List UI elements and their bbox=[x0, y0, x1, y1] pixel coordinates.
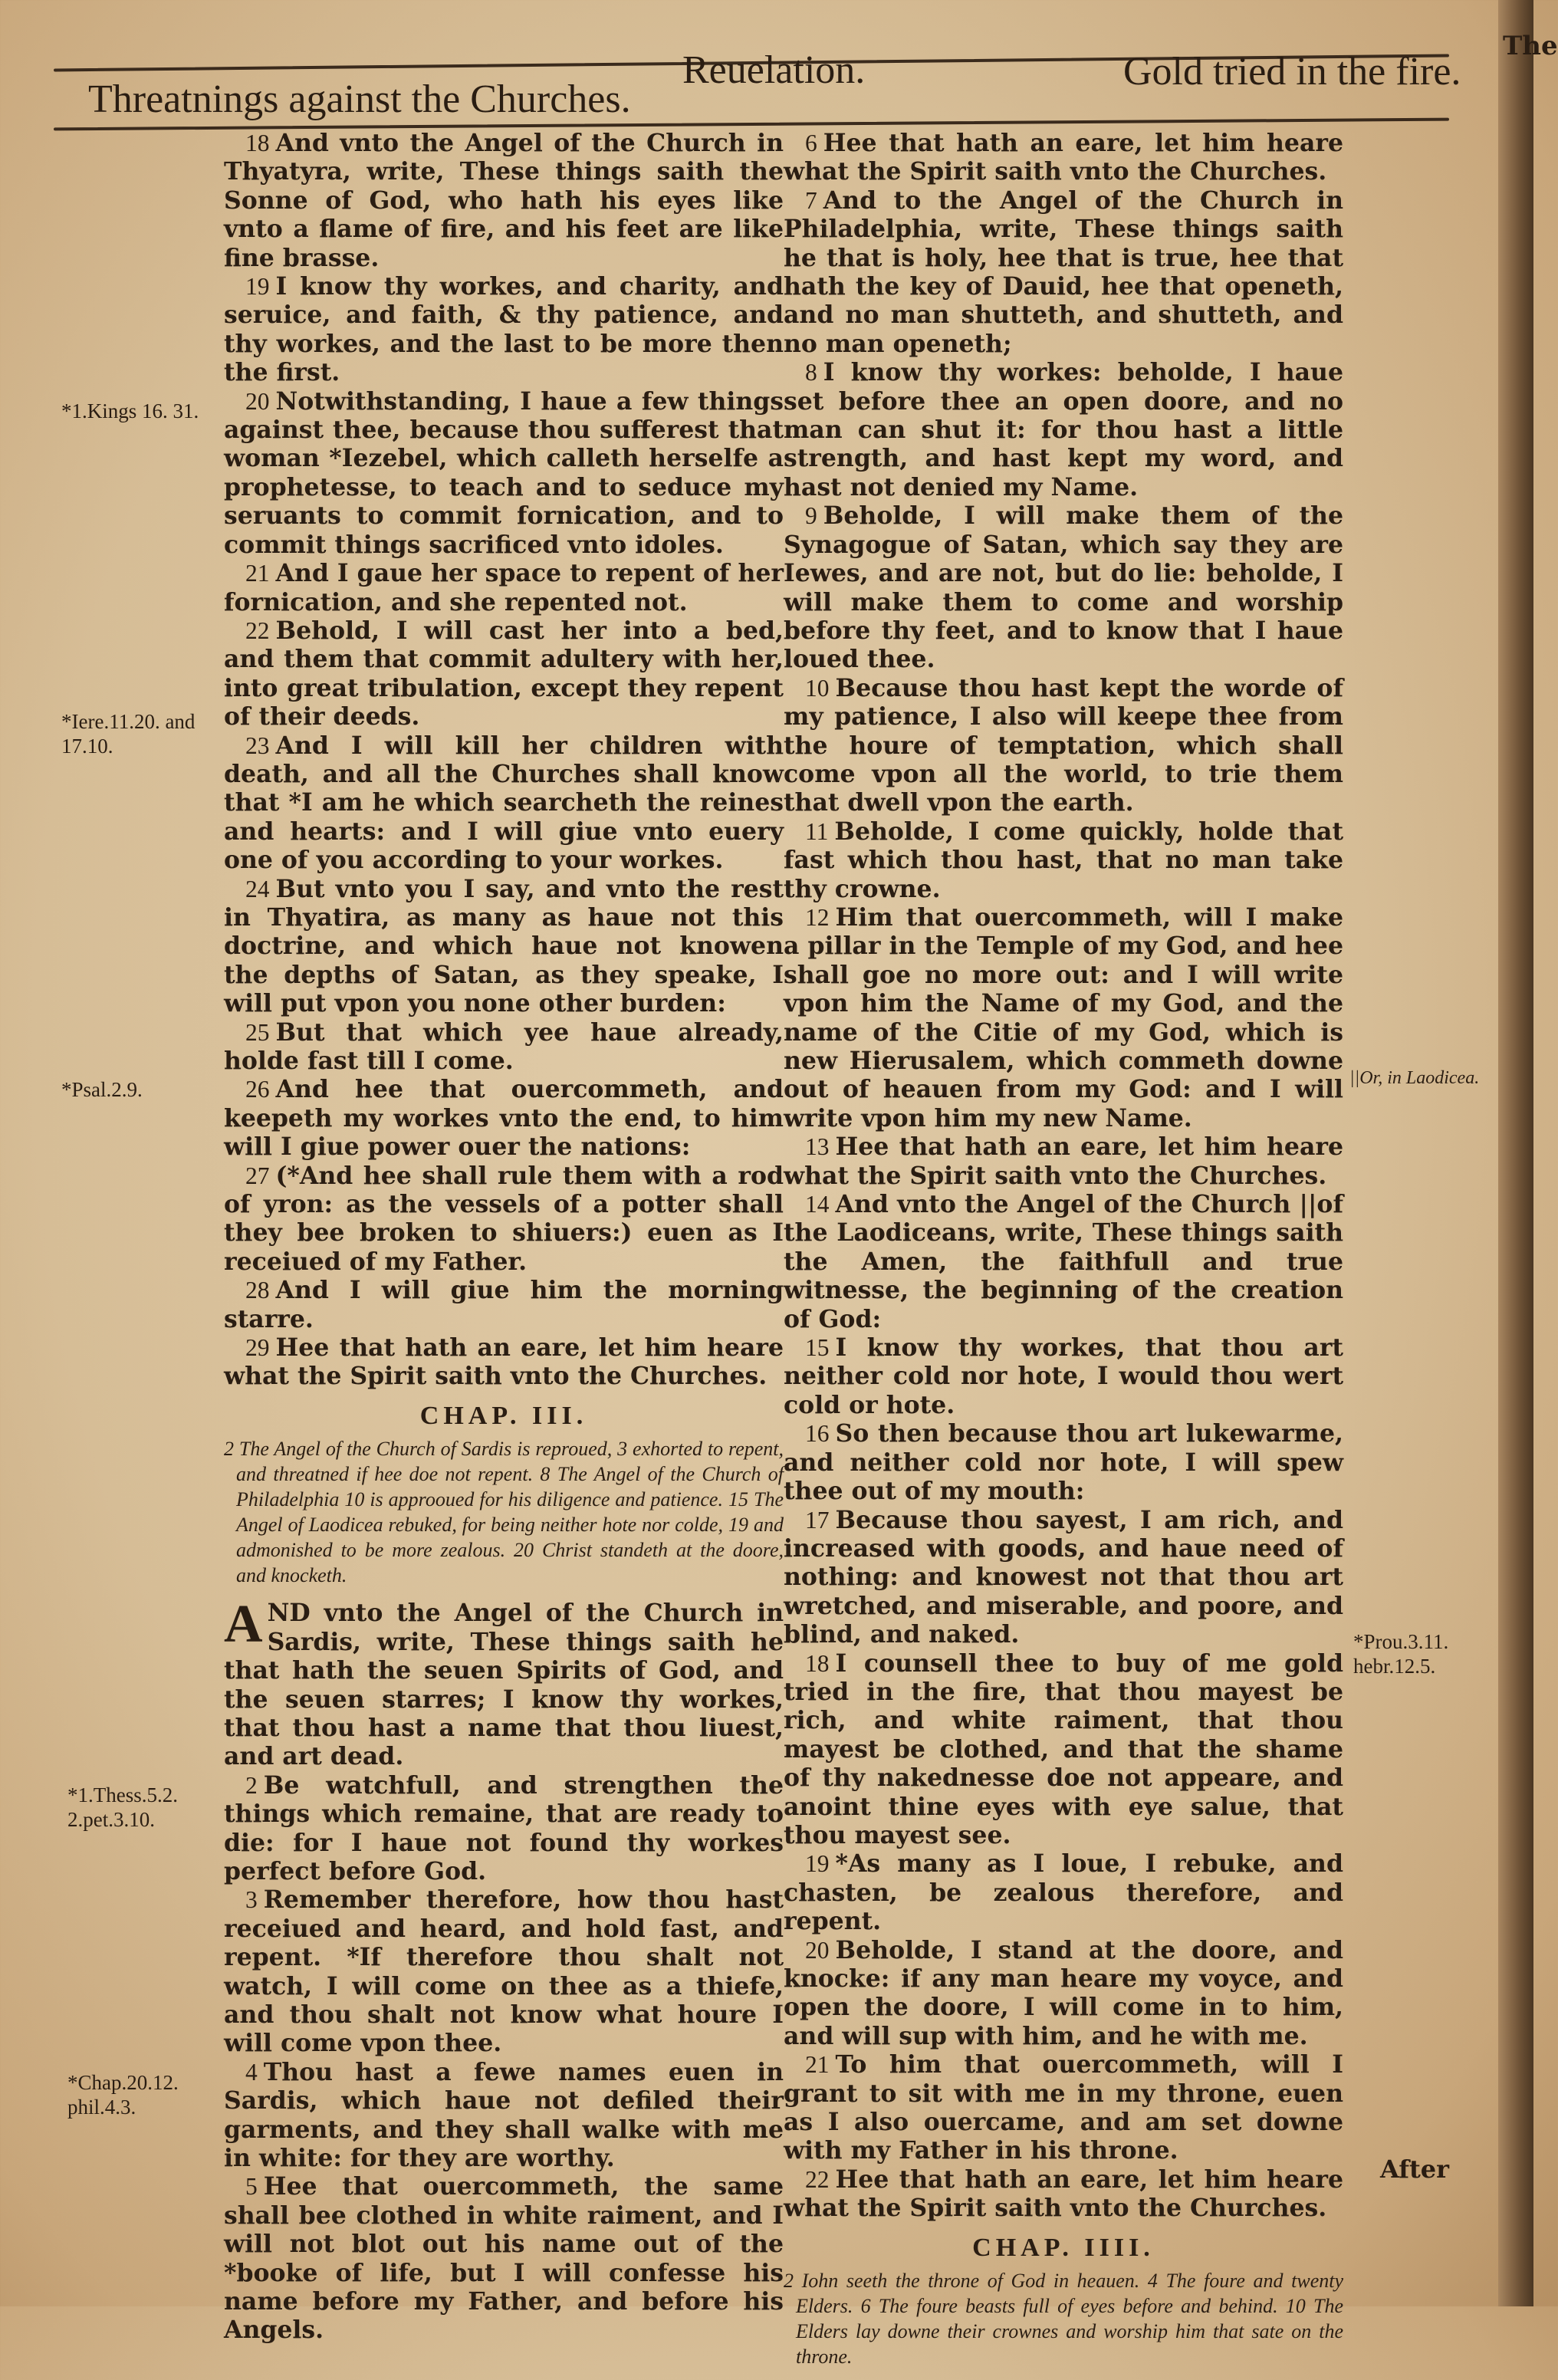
verse-number: 18 bbox=[805, 1649, 830, 1677]
chapter-heading: CHAP. III. bbox=[419, 1401, 588, 1430]
verse bbox=[224, 272, 784, 387]
verse-text: I know thy workes, and charity, and seruice, and faith, & thy patience, and thy workes, and the last to be more then the first. bbox=[224, 272, 784, 387]
verse bbox=[784, 1936, 1343, 2051]
verse-text: Because thou hast kept the worde of my patience, I also will keepe thee from the houre of temptation, which shall come vpon all the world, to trie them that dwell vpon the earth. bbox=[784, 673, 1343, 817]
verse bbox=[784, 674, 1343, 817]
running-head-left: Threatnings against the Churches. bbox=[88, 77, 631, 121]
verse-text: To him that ouercommeth, will I grant to sit with me in my throne, euen as I also ouercame, and am set downe with my Father in his throne. bbox=[784, 2050, 1343, 2165]
verse-number: 11 bbox=[805, 817, 829, 845]
verse-number: 21 bbox=[245, 560, 270, 587]
verse-number: 20 bbox=[805, 1936, 830, 1964]
verse-text: And hee that ouercommeth, and keepeth my workes vnto the end, to him will I giue power ouer the nations: bbox=[224, 1075, 784, 1162]
verse bbox=[784, 903, 1343, 1132]
verse bbox=[224, 1276, 784, 1333]
verse bbox=[784, 129, 1343, 186]
verse-number: 27 bbox=[245, 1162, 270, 1189]
verse-text: Hee that hath an eare, let him heare what the Spirit saith vnto the Churches. bbox=[224, 1333, 784, 1391]
verse-number: 29 bbox=[245, 1334, 270, 1362]
margin-note-kings: *1.Kings 16. 31. bbox=[61, 399, 199, 422]
verse-text: ND vnto the Angel of the Church in Sardis, write, These things saith he that hath the seuen Spirits of God, and the seuen starres; I know thy workes, that thou hast a name that thou liuest, and art dead. bbox=[224, 1599, 784, 1771]
margin-note-chap20: *Chap.20.12. phil.4.3. bbox=[67, 2071, 179, 2119]
verse bbox=[224, 616, 784, 731]
margin-note-psal: *Psal.2.9. bbox=[61, 1078, 143, 1101]
left-column bbox=[224, 129, 784, 2345]
margin-note-prou: *Prou.3.11. hebr.12.5. bbox=[1353, 1630, 1449, 1678]
verse-text: Notwithstanding, I haue a few things against thee, because thou sufferest that woman *Iezebel, which calleth herselfe a prophetesse, to teach and to seduce my seruants to commit fornication, and to commit things sacrificed vnto idoles. bbox=[224, 386, 784, 559]
verse-number: 19 bbox=[805, 1850, 830, 1878]
verse-text: (*And hee shall rule them with a rod of yron: as the vessels of a potter shall they bee broken to shiuers:) euen as I receiued of my Father. bbox=[224, 1161, 784, 1276]
verse-number: 28 bbox=[245, 1277, 270, 1304]
verse bbox=[224, 1885, 784, 2057]
margin-note-iere: *Iere.11.20. and 17.10. bbox=[61, 710, 196, 758]
verse-text: Hee that hath an eare, let him heare what the Spirit saith vnto the Churches. bbox=[784, 1132, 1343, 1190]
verse-number: 8 bbox=[805, 359, 817, 386]
verse-number: 21 bbox=[805, 2051, 830, 2079]
running-head-right: Gold tried in the fire. bbox=[1123, 50, 1461, 94]
drop-initial: A bbox=[224, 1595, 263, 1655]
verse-text: And to the Angel of the Church in Philadelphia, write, These things saith he that is holy, hee that is true, hee that hath the key of Dauid, hee that openeth, and no man shutteth, and shutteth, and no man openeth; bbox=[784, 186, 1343, 358]
verse-number: 23 bbox=[245, 731, 270, 759]
verse-text: And I will kill her children with death, and all the Churches shall know that *I am he which searcheth the reines and hearts: and I will giue vnto euery one of you according to your workes. bbox=[224, 731, 784, 875]
verse bbox=[224, 129, 784, 272]
verse bbox=[784, 1132, 1343, 1190]
verse bbox=[784, 817, 1343, 903]
verse-text: And vnto the Angel of the Church in Thyatyra, write, These things saith the Sonne of God, who hath his eyes like vnto a flame of fire, and his feet are like fine brasse. bbox=[224, 129, 784, 272]
verse-text: Hee that hath an eare, let him heare what the Spirit saith vnto the Churches. bbox=[784, 2165, 1343, 2223]
verse-number: 20 bbox=[245, 387, 270, 415]
verse-number: 2 bbox=[245, 1771, 258, 1799]
verse bbox=[784, 186, 1343, 358]
verse-number: 17 bbox=[805, 1506, 830, 1534]
verse bbox=[224, 2058, 784, 2173]
verse-number: 19 bbox=[245, 273, 270, 301]
verse-number: 4 bbox=[245, 2058, 258, 2086]
verse bbox=[224, 875, 784, 1018]
verse-text: Be watchfull, and strengthen the things which remaine, that are ready to die: for I haue not found thy workes perfect before God. bbox=[224, 1770, 784, 1885]
verse-number: 15 bbox=[805, 1334, 830, 1362]
verse bbox=[224, 1018, 784, 1076]
verse bbox=[784, 501, 1343, 673]
verse-text: Beholde, I will make them of the Synagogue of Satan, which say they are Iewes, and are not, but do lie: beholde, I will make them to come and worship before thy feet, and to know that I haue loued thee. bbox=[784, 501, 1343, 674]
verse-text: I counsell thee to buy of me gold tried in the fire, that thou mayest be rich, and white raiment, that thou mayest be clothed, and that the shame of thy nakednesse doe not appeare, and anoint thine eyes with eye salue, that thou mayest see. bbox=[784, 1649, 1343, 1849]
margin-note-thess: *1.Thess.5.2. 2.pet.3.10. bbox=[67, 1783, 178, 1831]
verse-text: *As many as I loue, I rebuke, and chasten, be zealous therefore, and repent. bbox=[784, 1849, 1343, 1936]
catchword: After bbox=[1379, 2155, 1449, 2184]
verse-number: 24 bbox=[245, 875, 270, 902]
verse bbox=[784, 1419, 1343, 1505]
verse-number: 26 bbox=[245, 1076, 270, 1103]
verse-number: 18 bbox=[245, 130, 270, 156]
verse bbox=[224, 1075, 784, 1161]
verse-text: And I gaue her space to repent of her fornication, and she repented not. bbox=[224, 559, 784, 616]
verse-text: Beholde, I stand at the doore, and knocke: if any man heare my voyce, and open the doore, I will come in to him, and will sup with him, and he with me. bbox=[784, 1935, 1343, 2050]
verse bbox=[784, 2165, 1343, 2223]
book-edge bbox=[1498, 0, 1558, 2306]
verse-text: I know thy workes: beholde, I haue set before thee an open doore, and no man can shut it: for thou hast a little strength, and hast kept my word, and hast not denied my Name. bbox=[784, 358, 1343, 501]
verse-number: 22 bbox=[245, 616, 270, 644]
verse bbox=[224, 1771, 784, 1886]
verse bbox=[784, 1649, 1343, 1850]
verse-text: Beholde, I come quickly, holde that fast which thou hast, that no man take thy crowne. bbox=[784, 817, 1343, 903]
verse-number: 13 bbox=[805, 1133, 830, 1161]
chapter-summary: 2 Iohn seeth the throne of God in heauen. 4 The foure and twenty Elders. 6 The foure beasts full of eyes before and behind. 10 The Elders lay downe their crownes and worship him that sate on the throne. bbox=[784, 2270, 1343, 2368]
verse-text: Remember therefore, how thou hast receiued and heard, and hold fast, and repent. *If therefore thou shalt not watch, I will come on thee as a thiefe, and thou shalt not know what houre I will come vpon thee. bbox=[224, 1885, 784, 2058]
verse-text: Hee that ouercommeth, the same shall bee clothed in white raiment, and I will not blot out his name out of the *booke of life, but I will confesse his name before my Father, and before his Angels. bbox=[224, 2172, 784, 2345]
verse bbox=[784, 1506, 1343, 1649]
verse-number: 12 bbox=[805, 903, 830, 931]
verse bbox=[224, 559, 784, 616]
verse bbox=[784, 1333, 1343, 1419]
verse-number: 9 bbox=[805, 502, 817, 530]
verse-text: Thou hast a fewe names euen in Sardis, which haue not defiled their garments, and they shall walke with me in white: for they are worthy. bbox=[224, 2057, 784, 2172]
verse-text: And I will giue him the morning starre. bbox=[224, 1276, 784, 1333]
running-head-center: Reuelation. bbox=[682, 48, 866, 92]
verse-number: 3 bbox=[245, 1886, 258, 1914]
verse-text: And vnto the Angel of the Church ||of the Laodiceans, write, These things saith the Amen, the faithfull and true witnesse, the beginning of the creation of God: bbox=[784, 1190, 1343, 1333]
verse-text: But that which yee haue already, holde fast till I come. bbox=[224, 1017, 784, 1075]
verse-text: Hee that hath an eare, let him heare what the Spirit saith vnto the Churches. bbox=[784, 129, 1343, 186]
verse-text: I know thy workes, that thou art neither cold nor hote, I would thou wert cold or hote. bbox=[784, 1333, 1343, 1419]
verse-text: Because thou sayest, I am rich, and increased with goods, and haue need of nothing: and knowest not that thou art wretched, and miserable, and poore, and blind, and naked. bbox=[784, 1505, 1343, 1649]
verse-number: 14 bbox=[805, 1191, 830, 1218]
verse bbox=[784, 358, 1343, 501]
verse bbox=[224, 1162, 784, 1277]
verse-number: 25 bbox=[245, 1018, 270, 1046]
margin-note-laodicea: ||Or, in Laodicea. bbox=[1349, 1068, 1480, 1088]
right-column bbox=[784, 129, 1343, 2380]
edge-tab: The bbox=[1503, 31, 1558, 61]
chapter-summary: 2 The Angel of the Church of Sardis is reproued, 3 exhorted to repent, and threatned if hee doe not repent. 8 The Angel of the Church of Philadelphia 10 is approoued for his diligence and patience. 15 The Angel of Laodicea rebuked, for being neither hote nor colde, 19 and admonished to be more zealous. 20 Christ standeth at the doore, and knocketh. bbox=[224, 1438, 784, 1587]
verse-number: 7 bbox=[805, 186, 817, 214]
verse bbox=[224, 731, 784, 875]
verse-text: Behold, I will cast her into a bed, and them that commit adultery with her, into great tribulation, except they repent of their deeds. bbox=[224, 616, 784, 731]
verse-number: 5 bbox=[245, 2173, 258, 2201]
verse-text: Him that ouercommeth, will I make a pillar in the Temple of my God, and hee shall goe no more out: and I will write vpon him the Name of my God, and the name of the Citie of my God, which is new Hierusalem, which commeth downe out of heauen from my God: and I will write vpon him my new Name. bbox=[784, 902, 1343, 1132]
verse bbox=[224, 387, 784, 559]
chapter-heading: CHAP. IIII. bbox=[972, 2233, 1155, 2262]
verse-text: But vnto you I say, and vnto the rest in Thyatira, as many as haue not this doctrine, and which haue not knowen the depths of Satan, as they speake, I will put vpon you none other burden: bbox=[224, 874, 784, 1018]
verse bbox=[784, 2050, 1343, 2165]
verse bbox=[784, 1849, 1343, 1935]
verse bbox=[224, 2172, 784, 2344]
verse bbox=[784, 1190, 1343, 1333]
verse-text: So then because thou art lukewarme, and neither cold nor hote, I will spew thee out of my mouth: bbox=[784, 1419, 1343, 1506]
verse-number: 10 bbox=[805, 674, 830, 702]
verse-number: 22 bbox=[805, 2165, 830, 2193]
verse-number: 16 bbox=[805, 1420, 830, 1448]
verse-number: 6 bbox=[805, 130, 817, 156]
verse bbox=[224, 1595, 784, 1771]
verse bbox=[224, 1333, 784, 1391]
